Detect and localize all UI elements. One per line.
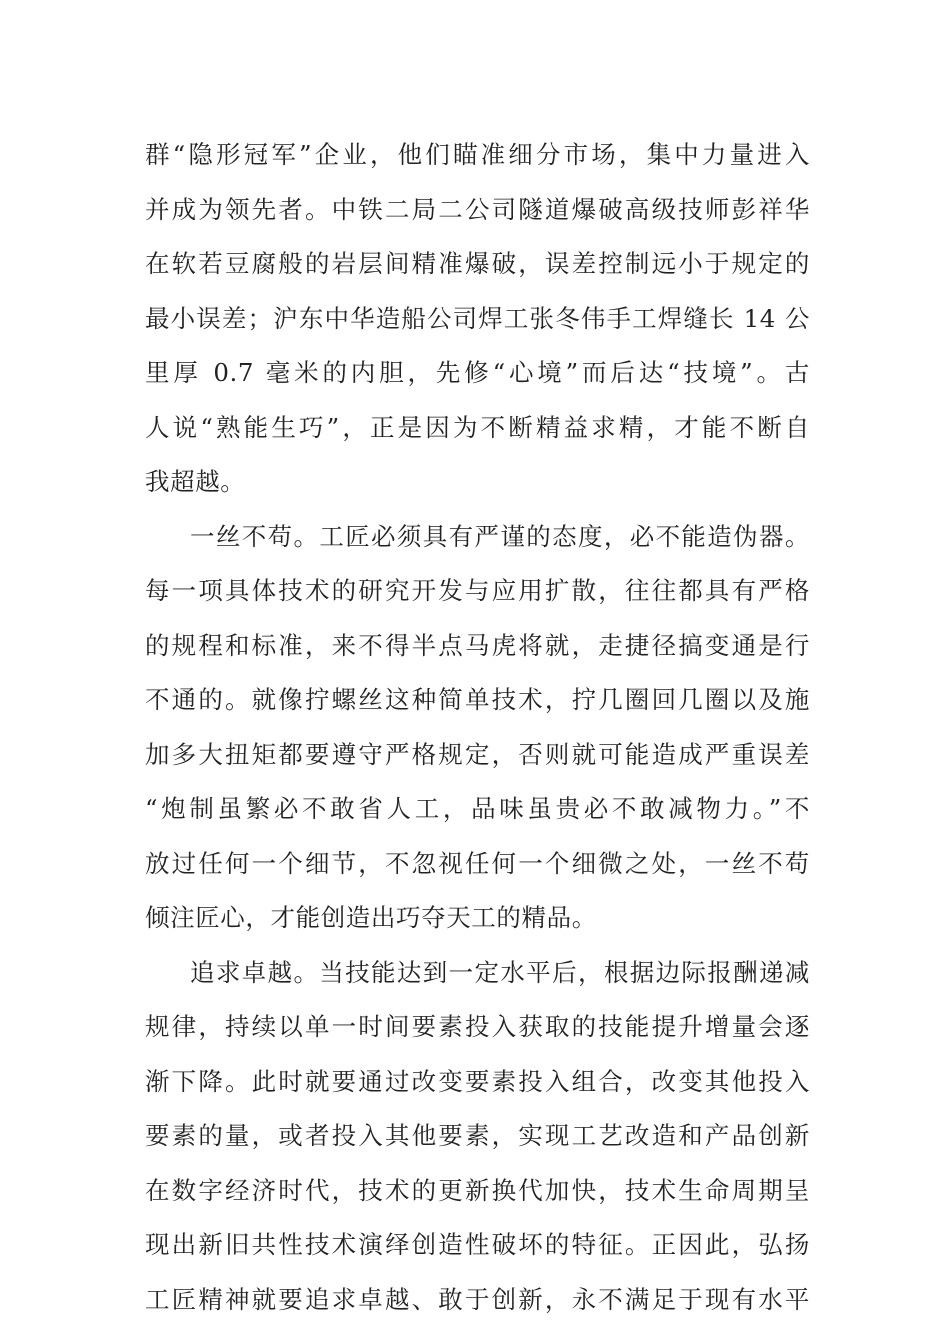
- paragraph-2: [145, 510, 810, 946]
- text-line: 现出新旧共性技术演绎创造性破坏的特征。正因此，弘扬: [145, 1230, 810, 1259]
- text-line: “炮制虽繁必不敢省人工，品味虽贵必不敢减物力。”不: [145, 794, 810, 823]
- paragraph-3: [145, 946, 810, 1328]
- text-line: 在软若豆腐般的岩层间精准爆破，误差控制远小于规定的: [145, 249, 810, 278]
- paragraph-1: [145, 128, 810, 510]
- text-line: 渐下降。此时就要通过改变要素投入组合，改变其他投入: [145, 1066, 810, 1096]
- text-line: 不通的。就像拧螺丝这种简单技术，拧几圈回几圈以及施: [145, 685, 810, 714]
- text-line: 放过任何一个细节，不忽视任何一个细微之处，一丝不苟: [145, 848, 810, 878]
- text-line: 追求卓越。当技能达到一定水平后，根据边际报酬递减: [190, 957, 810, 987]
- text-line: 工匠精神就要追求卓越、敢于创新，永不满足于现有水平: [145, 1284, 810, 1314]
- text-line: 加多大扭矩都要遵守严格规定，否则就可能造成严重误差: [145, 739, 810, 769]
- document-body: [145, 128, 810, 1327]
- text-line: 倾注匠心，才能创造出巧夺天工的精品。: [145, 903, 597, 932]
- text-line: 在数字经济时代，技术的更新换代加快，技术生命周期呈: [145, 1175, 810, 1205]
- text-line: 群“隐形冠军”企业，他们瞄准细分市场，集中力量进入: [145, 140, 810, 169]
- text-line: 里厚 0.7 毫米的内胆，先修“心境”而后达“技境”。古: [145, 358, 810, 387]
- text-line: 的规程和标准，来不得半点马虎将就，走捷径搞变通是行: [145, 630, 810, 660]
- text-line: 一丝不苟。工匠必须具有严谨的态度，必不能造伪器。: [190, 521, 810, 551]
- text-line: 规律，持续以单一时间要素投入获取的技能提升增量会逐: [145, 1012, 810, 1041]
- text-line: 要素的量，或者投入其他要素，实现工艺改造和产品创新: [145, 1121, 810, 1150]
- text-line: 人说“熟能生巧”，正是因为不断精益求精，才能不断自: [145, 412, 810, 442]
- text-line: 最小误差；沪东中华造船公司焊工张冬伟手工焊缝长 14 公: [145, 303, 810, 333]
- text-line: 每一项具体技术的研究开发与应用扩散，往往都具有严格: [145, 576, 810, 605]
- text-line: 并成为领先者。中铁二局二公司隧道爆破高级技师彭祥华: [145, 194, 810, 224]
- text-line: 我超越。: [145, 467, 246, 496]
